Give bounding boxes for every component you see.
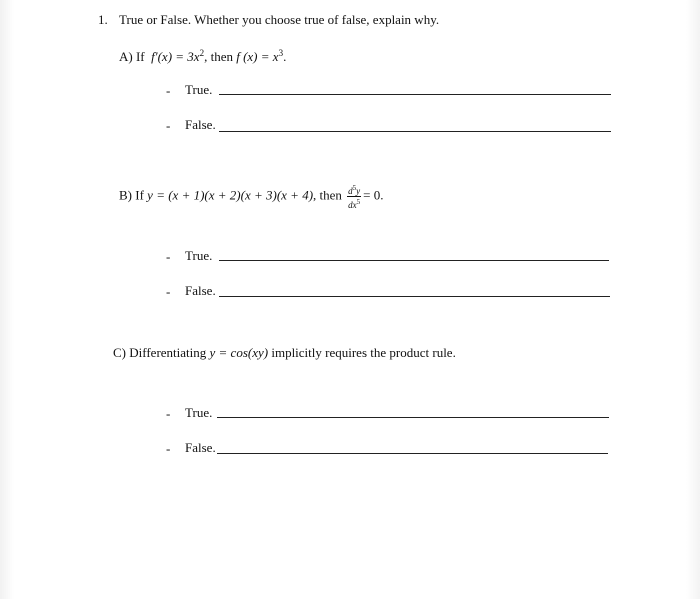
part-b-fraction-denominator: $dx^5$ <box>348 198 361 210</box>
part-b-mid: , then <box>313 187 342 203</box>
part-b-false-label: False. <box>185 283 216 298</box>
part-a-exponent-1: 2 <box>199 48 205 58</box>
part-a-true-label: True. <box>185 82 213 97</box>
part-a-true-bullet: - <box>166 83 171 98</box>
part-b-true-answer-line[interactable] <box>219 260 609 261</box>
question-prompt: True or False. Whether you choose true of false, explain why. <box>119 12 440 27</box>
part-c-true-label: True. <box>185 405 213 420</box>
part-b-fraction-numerator: $d^5y$ <box>348 184 361 196</box>
part-a-math-2: f (x) = x <box>236 49 279 64</box>
part-a-false-answer-line[interactable] <box>219 131 611 132</box>
part-c-true-bullet: - <box>166 406 171 421</box>
part-b-fraction <box>347 183 361 210</box>
part-a-statement <box>119 45 286 65</box>
part-a-exponent-2: 3 <box>278 48 284 58</box>
part-b-end: = 0. <box>363 187 384 203</box>
part-a-end: . <box>283 49 287 64</box>
question-number: 1. <box>98 12 108 27</box>
part-a-true-answer-line[interactable] <box>219 94 611 95</box>
part-b-true-bullet: - <box>166 249 171 264</box>
part-b-math: y = (x + 1)(x + 2)(x + 3)(x + 4) <box>147 187 314 203</box>
part-b-false-answer-line[interactable] <box>219 296 610 297</box>
part-a-false-bullet: - <box>166 118 171 133</box>
part-b-true-label: True. <box>185 248 213 263</box>
part-c-label: C) Differentiating <box>113 345 207 360</box>
part-a-label: A) If <box>119 49 145 64</box>
part-c-false-answer-line[interactable] <box>217 453 608 454</box>
part-a-mid: , then <box>204 49 233 64</box>
part-c-math: y = cos(xy) <box>209 345 269 360</box>
part-a-math-1: f′(x) = 3x <box>151 49 200 64</box>
part-c-false-bullet: - <box>166 441 171 456</box>
part-c-statement <box>113 345 456 361</box>
part-c-true-answer-line[interactable] <box>217 417 609 418</box>
part-b-label: B) If <box>119 187 144 203</box>
part-c-false-label: False. <box>185 440 216 455</box>
part-b-false-bullet: - <box>166 284 171 299</box>
part-a-false-label: False. <box>185 117 216 132</box>
part-b-statement <box>119 183 384 210</box>
part-c-end: implicitly requires the product rule. <box>271 345 456 360</box>
